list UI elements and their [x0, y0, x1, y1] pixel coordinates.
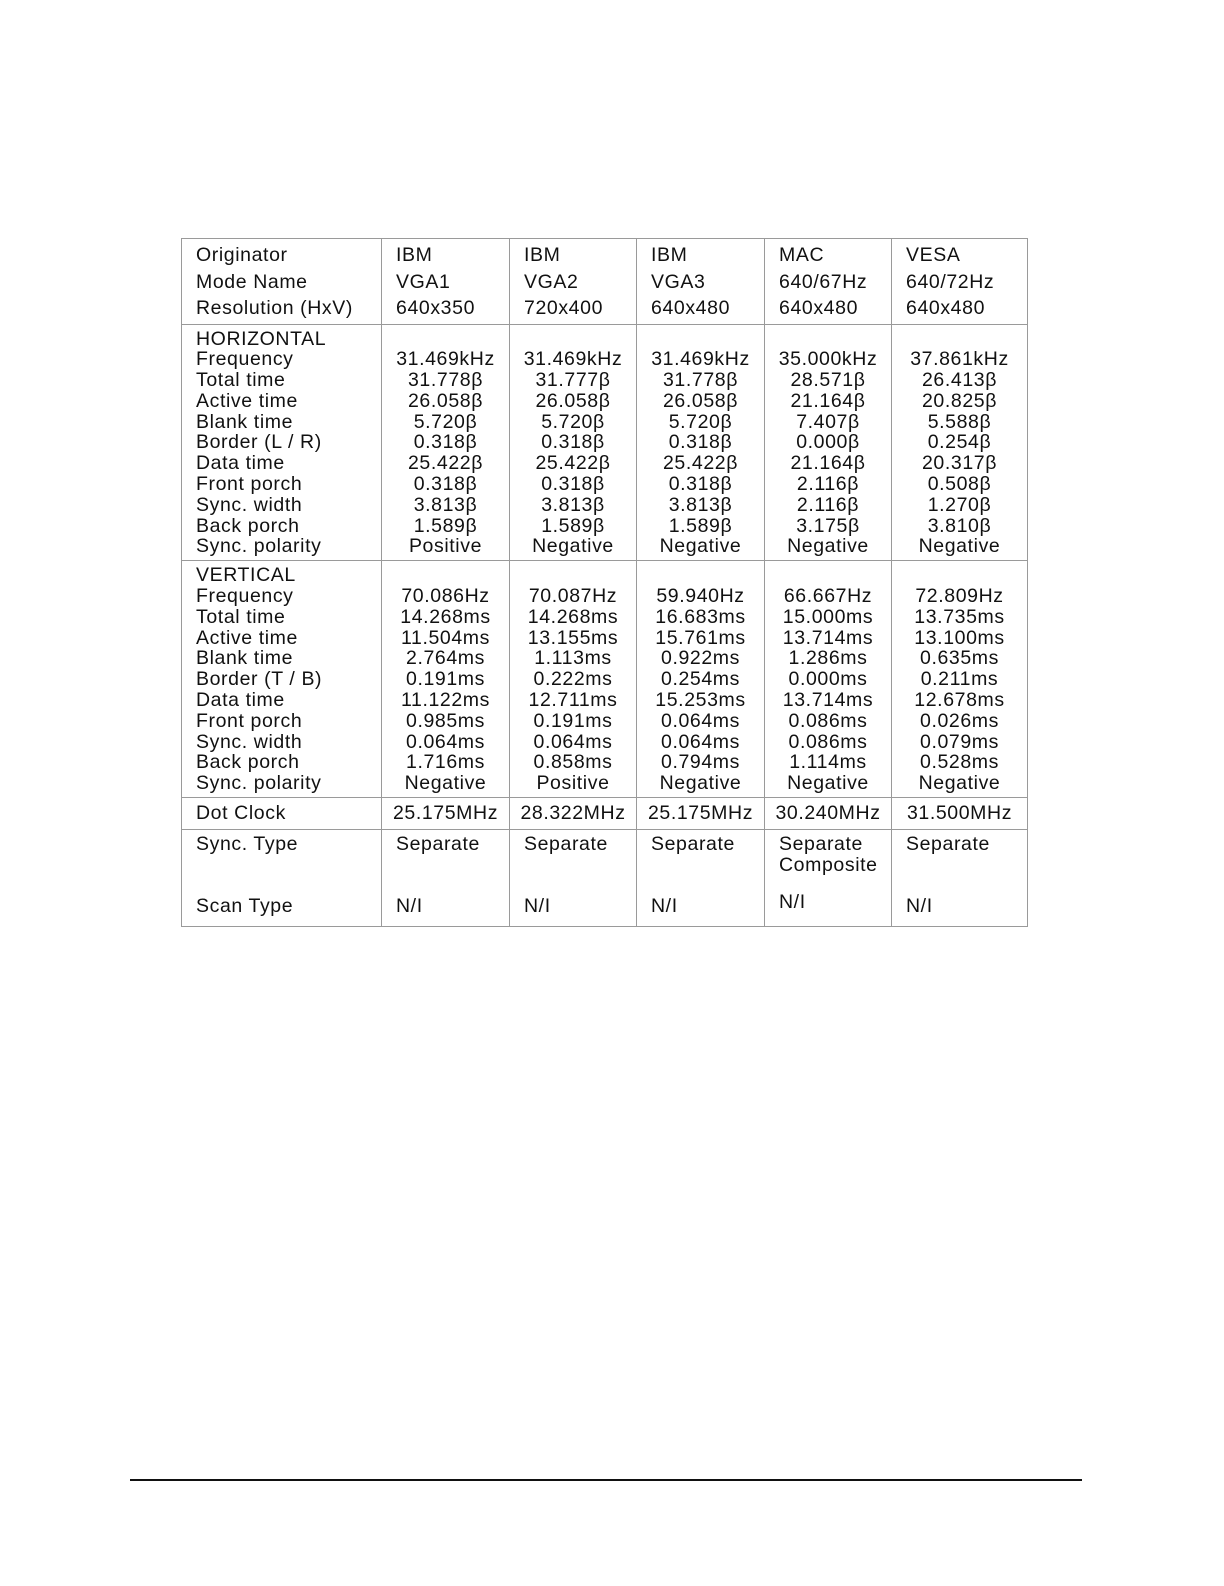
dot-clock-value: 25.175MHz — [637, 798, 765, 830]
row-label: Total time — [196, 605, 286, 628]
horizontal-col-2 — [510, 324, 637, 561]
resolution-label: Resolution (HxV) — [196, 297, 353, 319]
value-cell: 13.155ms — [527, 626, 619, 649]
value-cell: 0.318β — [668, 431, 733, 454]
footer-rule — [130, 1479, 1082, 1481]
dot-clock-value: 30.240MHz — [765, 798, 892, 830]
value-cell: 0.026ms — [920, 709, 999, 732]
value-cell: 0.635ms — [920, 647, 999, 670]
value-cell: 16.683ms — [655, 605, 746, 628]
value-cell: 0.318β — [541, 473, 605, 496]
sync-type-label: Sync. Type — [196, 833, 299, 856]
vertical-label-cell — [182, 561, 382, 798]
value-cell: 1.114ms — [789, 751, 867, 774]
value-cell: Negative — [659, 535, 742, 558]
value-cell: 31.778β — [662, 369, 739, 392]
value-cell: 70.087Hz — [528, 585, 618, 608]
row-label: Data time — [196, 689, 285, 712]
value-cell: 14.268ms — [400, 605, 491, 628]
scan-type-value: N/I — [524, 895, 551, 918]
value-cell: 35.000kHz — [778, 348, 878, 371]
value-cell: Positive — [408, 535, 483, 558]
value-cell: 3.813β — [668, 493, 733, 516]
scan-type-label: Scan Type — [196, 895, 294, 918]
sync-scan-row — [182, 830, 1028, 927]
row-label: Back porch — [196, 751, 300, 774]
value-cell: 2.764ms — [406, 647, 485, 670]
value-cell: Negative — [918, 772, 1001, 795]
vertical-col-3 — [637, 561, 765, 798]
dot-clock-value: 25.175MHz — [382, 798, 510, 830]
value-cell: 0.222ms — [533, 668, 613, 691]
row-label: Active time — [196, 389, 298, 412]
value-cell: 0.064ms — [406, 730, 485, 753]
value-cell: 31.469kHz — [396, 348, 495, 371]
value-cell: 37.861kHz — [910, 348, 1009, 371]
value-cell: 15.000ms — [782, 605, 874, 628]
value-cell: 25.422β — [535, 452, 611, 475]
value-cell: 5.720β — [668, 410, 733, 433]
row-label: Front porch — [196, 473, 303, 496]
sync-scan-col-4 — [765, 830, 892, 927]
row-label: Total time — [196, 369, 286, 392]
header-col-5 — [892, 239, 1028, 325]
mode-name-value: 640/72Hz — [906, 270, 995, 293]
row-label: Sync. polarity — [196, 772, 322, 795]
value-cell: 0.000ms — [788, 668, 868, 691]
horizontal-col-5 — [892, 324, 1028, 561]
horizontal-col-1 — [382, 324, 510, 561]
value-cell: 11.504ms — [401, 626, 490, 649]
value-cell: 0.211ms — [920, 668, 999, 691]
value-cell: 0.064ms — [661, 730, 740, 753]
row-label: Sync. polarity — [196, 535, 322, 558]
header-col-4 — [765, 239, 892, 325]
row-label: Sync. width — [196, 493, 303, 516]
value-cell: 26.413β — [921, 369, 998, 392]
sync-scan-col-5 — [892, 830, 1028, 927]
value-cell: 3.813β — [413, 493, 478, 516]
value-cell: 3.175β — [796, 514, 860, 537]
scan-type-value: N/I — [779, 891, 806, 914]
value-cell: 5.720β — [541, 410, 605, 433]
mode-name-value: 640/67Hz — [779, 270, 868, 293]
resolution-value: 640x350 — [396, 297, 476, 319]
scan-type-value: N/I — [906, 895, 933, 918]
value-cell: 25.422β — [407, 452, 484, 475]
mode-name-value: VGA1 — [396, 270, 451, 293]
dot-clock-value: 31.500MHz — [892, 798, 1028, 830]
header-label-cell — [182, 239, 382, 325]
resolution-value: 720x400 — [524, 297, 604, 319]
value-cell: Negative — [787, 772, 869, 795]
value-cell: 26.058β — [535, 389, 611, 412]
value-cell: 0.254ms — [661, 668, 740, 691]
value-cell: 72.809Hz — [915, 585, 1004, 608]
value-cell: 31.469kHz — [523, 348, 623, 371]
value-cell: 0.191ms — [406, 668, 485, 691]
sync-type-value: Separate — [396, 833, 480, 856]
value-cell: 1.286ms — [788, 647, 868, 670]
horizontal-label-cell — [182, 324, 382, 561]
value-cell: Negative — [659, 772, 742, 795]
value-cell: 0.079ms — [920, 730, 999, 753]
sync-scan-col-3 — [637, 830, 765, 927]
value-cell: 70.086Hz — [401, 585, 490, 608]
value-cell: 31.778β — [407, 369, 484, 392]
value-cell: 26.058β — [407, 389, 484, 412]
value-cell: 0.794ms — [661, 751, 740, 774]
sync-scan-col-1 — [382, 830, 510, 927]
value-cell: 1.113ms — [534, 647, 612, 670]
value-cell: 13.100ms — [914, 626, 1005, 649]
value-cell: 15.253ms — [655, 689, 746, 712]
resolution-value: 640x480 — [906, 297, 986, 319]
value-cell: 13.735ms — [914, 605, 1005, 628]
value-cell: 3.810β — [927, 514, 992, 537]
row-label: Blank time — [196, 410, 294, 433]
value-cell: 1.589β — [413, 514, 478, 537]
vertical-col-4 — [765, 561, 892, 798]
value-cell: 66.667Hz — [783, 585, 873, 608]
value-cell: 11.122ms — [401, 689, 490, 712]
value-cell: 5.720β — [413, 410, 478, 433]
row-label: Data time — [196, 452, 285, 475]
value-cell: 3.813β — [541, 493, 605, 516]
value-cell: 21.164β — [790, 452, 866, 475]
value-cell: 0.318β — [668, 473, 733, 496]
originator-value: MAC — [779, 244, 825, 266]
value-cell: 0.922ms — [661, 647, 740, 670]
value-cell: 12.711ms — [528, 689, 618, 712]
value-cell: 20.317β — [921, 452, 998, 475]
sync-type-value: Separate — [651, 833, 735, 856]
resolution-value: 640x480 — [651, 297, 731, 319]
row-label: Frequency — [196, 348, 294, 371]
horizontal-section-row — [182, 324, 1028, 561]
header-col-3 — [637, 239, 765, 325]
row-label: Blank time — [196, 647, 294, 670]
value-cell: 0.318β — [413, 431, 478, 454]
value-cell: 1.716ms — [406, 751, 485, 774]
value-cell: 13.714ms — [782, 689, 874, 712]
value-cell: 1.589β — [541, 514, 605, 537]
dot-clock-row — [182, 798, 1028, 830]
row-label: Active time — [196, 626, 298, 649]
originator-value: IBM — [396, 244, 433, 266]
value-cell: 31.777β — [535, 369, 611, 392]
value-cell: 0.000β — [796, 431, 860, 454]
value-cell: 0.858ms — [533, 751, 613, 774]
value-cell: 0.318β — [541, 431, 605, 454]
value-cell: 12.678ms — [914, 689, 1005, 712]
mode-name-value: VGA2 — [524, 270, 579, 293]
sync-type-value: Separate — [906, 833, 990, 856]
sync-type-value-2: Composite — [779, 853, 878, 876]
vertical-section-row — [182, 561, 1028, 798]
mode-name-value: VGA3 — [651, 270, 706, 293]
value-cell: 0.528ms — [920, 751, 999, 774]
horizontal-col-3 — [637, 324, 765, 561]
value-cell: Positive — [536, 772, 610, 795]
vertical-col-5 — [892, 561, 1028, 798]
value-cell: 0.985ms — [406, 709, 485, 732]
value-cell: 1.589β — [668, 514, 733, 537]
value-cell: 0.086ms — [788, 730, 868, 753]
scan-type-value: N/I — [396, 895, 423, 918]
row-label: Front porch — [196, 709, 303, 732]
originator-value: VESA — [906, 244, 961, 266]
value-cell: 13.714ms — [782, 626, 874, 649]
value-cell: 0.508β — [927, 473, 992, 496]
sync-scan-col-2 — [510, 830, 637, 927]
vertical-col-1 — [382, 561, 510, 798]
mode-name-label: Mode Name — [196, 270, 308, 293]
value-cell: Negative — [787, 535, 869, 558]
vertical-col-2 — [510, 561, 637, 798]
value-cell: 5.588β — [927, 410, 992, 433]
originator-value: IBM — [651, 244, 688, 266]
horizontal-section-title: HORIZONTAL — [196, 327, 327, 350]
vertical-section-title: VERTICAL — [196, 564, 296, 587]
video-timing-table — [181, 238, 1028, 927]
value-cell: 25.422β — [662, 452, 739, 475]
row-label: Border (L / R) — [196, 431, 322, 454]
row-label: Frequency — [196, 585, 294, 608]
value-cell: 7.407β — [796, 410, 860, 433]
value-cell: Negative — [404, 772, 487, 795]
originator-value: IBM — [524, 244, 561, 266]
row-label: Border (T / B) — [196, 668, 323, 691]
value-cell: 20.825β — [921, 389, 998, 412]
value-cell: 0.064ms — [533, 730, 613, 753]
value-cell: 1.270β — [927, 493, 992, 516]
dot-clock-value: 28.322MHz — [510, 798, 637, 830]
value-cell: 0.318β — [413, 473, 478, 496]
sync-type-value: Separate — [524, 833, 608, 856]
value-cell: 14.268ms — [527, 605, 619, 628]
row-label: Back porch — [196, 514, 300, 537]
resolution-value: 640x480 — [779, 297, 859, 319]
header-col-1 — [382, 239, 510, 325]
originator-label: Originator — [196, 244, 288, 266]
value-cell: 21.164β — [790, 389, 866, 412]
value-cell: 28.571β — [790, 369, 866, 392]
value-cell: 2.116β — [796, 473, 860, 496]
value-cell: 31.469kHz — [651, 348, 750, 371]
value-cell: 0.086ms — [788, 709, 868, 732]
value-cell: Negative — [532, 535, 614, 558]
value-cell: 0.254β — [927, 431, 992, 454]
sync-scan-label-cell — [182, 830, 382, 927]
value-cell: 59.940Hz — [656, 585, 745, 608]
sync-type-value: Separate — [779, 833, 863, 856]
value-cell: 0.064ms — [661, 709, 740, 732]
dot-clock-label: Dot Clock — [182, 798, 382, 830]
scan-type-value: N/I — [651, 895, 678, 918]
value-cell: 15.761ms — [655, 626, 746, 649]
horizontal-col-4 — [765, 324, 892, 561]
value-cell: 0.191ms — [533, 709, 613, 732]
value-cell: 2.116β — [796, 493, 860, 516]
row-label: Sync. width — [196, 730, 303, 753]
value-cell: Negative — [918, 535, 1001, 558]
header-row — [182, 239, 1028, 325]
value-cell: 26.058β — [662, 389, 739, 412]
header-col-2 — [510, 239, 637, 325]
